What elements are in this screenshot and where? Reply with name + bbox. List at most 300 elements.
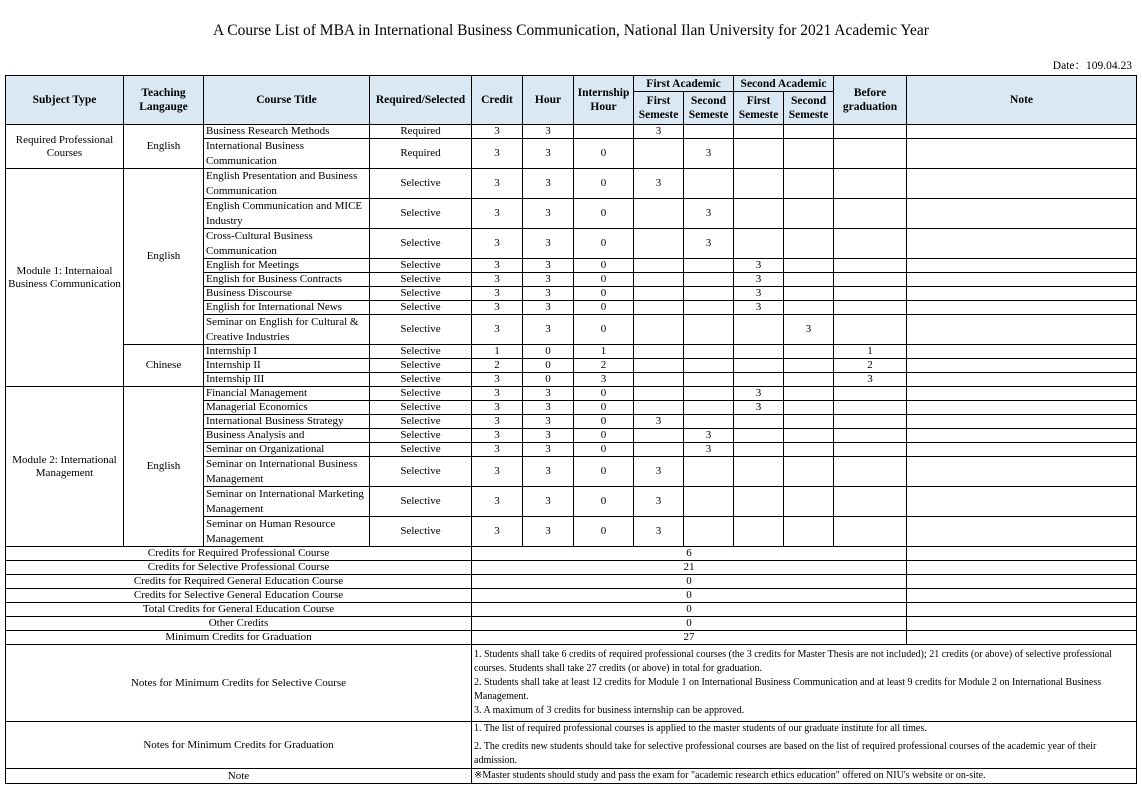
summary-label: Credits for Required General Education Course — [6, 575, 472, 589]
final-note-text: ※Master students should study and pass the exam for "academic research ethics education" offered on NIU's website or on-site. — [472, 769, 1137, 784]
header-row — [6, 76, 1137, 92]
cell-required-selected: Selective — [370, 487, 472, 517]
cell-internship-hour: 0 — [574, 273, 634, 287]
cell-before-graduation — [834, 199, 907, 229]
header-before-graduation: Before graduation — [834, 76, 907, 125]
header-y2-first-semester: First Semeste — [734, 92, 784, 125]
cell-hour: 3 — [523, 199, 574, 229]
table-row — [6, 387, 1137, 401]
summary-row — [6, 575, 1137, 589]
cell-credit: 3 — [472, 259, 523, 273]
cell-y2-second-semester — [784, 359, 834, 373]
cell-note — [907, 125, 1137, 139]
cell-internship-hour: 0 — [574, 229, 634, 259]
header-required-selected: Required/Selected — [370, 76, 472, 125]
cell-note — [907, 487, 1137, 517]
cell-y2-second-semester — [784, 387, 834, 401]
cell-y1-second-semester — [684, 359, 734, 373]
cell-y1-first-semester — [634, 315, 684, 345]
cell-y1-first-semester — [634, 199, 684, 229]
cell-y2-first-semester — [734, 517, 784, 547]
cell-required-selected: Selective — [370, 287, 472, 301]
cell-y1-second-semester — [684, 401, 734, 415]
cell-hour: 3 — [523, 429, 574, 443]
cell-y1-first-semester — [634, 387, 684, 401]
cell-before-graduation — [834, 429, 907, 443]
cell-required-selected: Selective — [370, 273, 472, 287]
cell-y2-first-semester — [734, 125, 784, 139]
table-row — [6, 169, 1137, 199]
cell-credit: 3 — [472, 301, 523, 315]
summary-row — [6, 589, 1137, 603]
summary-row — [6, 631, 1137, 645]
cell-note — [907, 199, 1137, 229]
cell-before-graduation: 3 — [834, 373, 907, 387]
cell-credit: 3 — [472, 273, 523, 287]
course-title: International Business Strategy — [204, 415, 370, 429]
cell-before-graduation — [834, 125, 907, 139]
cell-y1-second-semester — [684, 387, 734, 401]
summary-row — [6, 617, 1137, 631]
header-note: Note — [907, 76, 1137, 125]
course-title: Seminar on Organizational — [204, 443, 370, 457]
cell-y2-second-semester — [784, 415, 834, 429]
cell-y1-first-semester — [634, 443, 684, 457]
notes-selective-line: 3. A maximum of 3 credits for business internship can be approved. — [474, 705, 745, 716]
cell-hour: 3 — [523, 387, 574, 401]
cell-y2-first-semester — [734, 315, 784, 345]
cell-y1-first-semester — [634, 139, 684, 169]
notes-graduation-line: 2. The credits new students should take for selective professional courses are based on the list of required professional courses of the academic year of their admission. — [474, 741, 1097, 766]
cell-before-graduation — [834, 457, 907, 487]
cell-hour: 3 — [523, 457, 574, 487]
course-title: Business Discourse — [204, 287, 370, 301]
course-title: English Presentation and Business Communication — [204, 169, 370, 199]
cell-y1-second-semester — [684, 315, 734, 345]
cell-y2-first-semester — [734, 345, 784, 359]
cell-y2-first-semester: 3 — [734, 387, 784, 401]
cell-internship-hour: 0 — [574, 487, 634, 517]
language-english: English — [124, 125, 204, 169]
cell-y2-second-semester: 3 — [784, 315, 834, 345]
cell-required-selected: Selective — [370, 401, 472, 415]
cell-required-selected: Selective — [370, 457, 472, 487]
header-first-academic: First Academic — [634, 76, 734, 92]
header-credit: Credit — [472, 76, 523, 125]
cell-note — [907, 517, 1137, 547]
cell-note — [907, 315, 1137, 345]
cell-y2-first-semester: 3 — [734, 301, 784, 315]
cell-y2-first-semester — [734, 139, 784, 169]
cell-credit: 3 — [472, 199, 523, 229]
cell-y2-second-semester — [784, 287, 834, 301]
cell-y2-second-semester — [784, 301, 834, 315]
cell-before-graduation — [834, 169, 907, 199]
cell-y1-first-semester — [634, 229, 684, 259]
cell-y1-second-semester — [684, 415, 734, 429]
cell-y1-first-semester — [634, 373, 684, 387]
header-teaching-language: Teaching Langauge — [124, 76, 204, 125]
cell-y1-second-semester — [684, 287, 734, 301]
cell-note — [907, 457, 1137, 487]
language-english: English — [124, 387, 204, 547]
cell-y1-second-semester: 3 — [684, 443, 734, 457]
summary-value: 0 — [472, 617, 907, 631]
cell-credit: 3 — [472, 517, 523, 547]
cell-y1-second-semester — [684, 169, 734, 199]
cell-before-graduation — [834, 287, 907, 301]
cell-y1-second-semester — [684, 345, 734, 359]
page-title: A Course List of MBA in International Business Communication, National Ilan University for 2021 Academic Year — [213, 22, 929, 39]
table-row — [6, 125, 1137, 139]
cell-required-selected: Selective — [370, 387, 472, 401]
cell-before-graduation — [834, 315, 907, 345]
cell-y1-first-semester — [634, 273, 684, 287]
cell-y1-first-semester — [634, 359, 684, 373]
summary-value: 27 — [472, 631, 907, 645]
cell-note — [907, 429, 1137, 443]
cell-credit: 3 — [472, 169, 523, 199]
cell-note — [907, 273, 1137, 287]
cell-y2-first-semester — [734, 373, 784, 387]
cell-credit: 3 — [472, 287, 523, 301]
cell-note — [907, 401, 1137, 415]
header-internship-hour: Internship Hour — [574, 76, 634, 125]
cell-hour: 3 — [523, 487, 574, 517]
final-note-label: Note — [6, 769, 472, 784]
notes-selective-row — [6, 645, 1137, 722]
cell-internship-hour: 0 — [574, 429, 634, 443]
course-title: Internship II — [204, 359, 370, 373]
cell-note — [907, 373, 1137, 387]
course-title: Internship III — [204, 373, 370, 387]
summary-label: Credits for Selective General Education Course — [6, 589, 472, 603]
cell-y1-first-semester: 3 — [634, 169, 684, 199]
course-title: International Business Communication — [204, 139, 370, 169]
cell-y1-second-semester — [684, 373, 734, 387]
cell-internship-hour: 2 — [574, 359, 634, 373]
summary-note — [907, 589, 1137, 603]
course-title: Business Analysis and — [204, 429, 370, 443]
cell-credit: 3 — [472, 487, 523, 517]
notes-selective-content — [472, 645, 1137, 722]
cell-note — [907, 345, 1137, 359]
cell-hour: 3 — [523, 273, 574, 287]
cell-y1-second-semester — [684, 487, 734, 517]
subject-type-module2: Module 2: International Management — [6, 387, 124, 547]
cell-y2-first-semester — [734, 457, 784, 487]
cell-y1-first-semester — [634, 287, 684, 301]
cell-credit: 1 — [472, 345, 523, 359]
document-date: Date：109.04.23 — [1052, 60, 1132, 72]
cell-y2-first-semester: 3 — [734, 273, 784, 287]
course-title: Business Research Methods — [204, 125, 370, 139]
cell-hour: 0 — [523, 345, 574, 359]
cell-y2-second-semester — [784, 401, 834, 415]
cell-credit: 3 — [472, 429, 523, 443]
cell-hour: 3 — [523, 443, 574, 457]
cell-hour: 3 — [523, 125, 574, 139]
cell-y1-second-semester: 3 — [684, 429, 734, 443]
course-title: Seminar on Human Resource Management — [204, 517, 370, 547]
cell-y2-first-semester: 3 — [734, 287, 784, 301]
summary-row — [6, 561, 1137, 575]
cell-internship-hour: 3 — [574, 373, 634, 387]
summary-row — [6, 603, 1137, 617]
language-chinese: Chinese — [124, 345, 204, 387]
cell-hour: 3 — [523, 517, 574, 547]
cell-internship-hour: 0 — [574, 139, 634, 169]
cell-y2-first-semester — [734, 359, 784, 373]
summary-note — [907, 617, 1137, 631]
summary-value: 6 — [472, 547, 907, 561]
course-title: Seminar on English for Cultural & Creative Industries — [204, 315, 370, 345]
cell-required-selected: Selective — [370, 373, 472, 387]
cell-before-graduation — [834, 273, 907, 287]
cell-note — [907, 443, 1137, 457]
summary-value: 0 — [472, 603, 907, 617]
cell-y2-first-semester — [734, 199, 784, 229]
course-table — [5, 75, 1137, 784]
cell-before-graduation — [834, 259, 907, 273]
cell-y1-second-semester — [684, 125, 734, 139]
header-second-academic: Second Academic — [734, 76, 834, 92]
cell-note — [907, 359, 1137, 373]
cell-hour: 3 — [523, 401, 574, 415]
cell-internship-hour: 1 — [574, 345, 634, 359]
summary-note — [907, 547, 1137, 561]
header-course-title: Course Title — [204, 76, 370, 125]
course-title: Seminar on International Business Management — [204, 457, 370, 487]
course-title: Internship I — [204, 345, 370, 359]
cell-credit: 3 — [472, 139, 523, 169]
cell-y2-second-semester — [784, 429, 834, 443]
cell-internship-hour: 0 — [574, 517, 634, 547]
cell-y2-second-semester — [784, 345, 834, 359]
cell-internship-hour: 0 — [574, 443, 634, 457]
cell-hour: 3 — [523, 287, 574, 301]
cell-y2-first-semester: 3 — [734, 401, 784, 415]
summary-note — [907, 603, 1137, 617]
notes-selective-line: 2. Students shall take at least 12 credits for Module 1 on International Business Communication and at least 9 credits for Module 2 on International Business Management. — [474, 677, 1102, 702]
course-title: Seminar on International Marketing Management — [204, 487, 370, 517]
cell-internship-hour: 0 — [574, 169, 634, 199]
cell-required-selected: Selective — [370, 429, 472, 443]
cell-y2-first-semester — [734, 487, 784, 517]
course-title: English Communication and MICE Industry — [204, 199, 370, 229]
cell-note — [907, 287, 1137, 301]
cell-y2-second-semester — [784, 273, 834, 287]
cell-y2-second-semester — [784, 487, 834, 517]
header-y1-first-semester: First Semeste — [634, 92, 684, 125]
cell-required-selected: Selective — [370, 259, 472, 273]
cell-y2-second-semester — [784, 259, 834, 273]
course-title: English for Business Contracts — [204, 273, 370, 287]
cell-before-graduation — [834, 401, 907, 415]
course-title: Cross-Cultural Business Communication — [204, 229, 370, 259]
cell-before-graduation — [834, 415, 907, 429]
cell-required-selected: Selective — [370, 169, 472, 199]
cell-credit: 3 — [472, 229, 523, 259]
notes-graduation-label: Notes for Minimum Credits for Graduation — [6, 722, 472, 769]
final-note-row — [6, 769, 1137, 784]
cell-y1-first-semester — [634, 429, 684, 443]
cell-y2-first-semester: 3 — [734, 259, 784, 273]
cell-y1-second-semester — [684, 457, 734, 487]
cell-required-selected: Selective — [370, 229, 472, 259]
summary-label: Credits for Required Professional Course — [6, 547, 472, 561]
cell-note — [907, 139, 1137, 169]
cell-y1-first-semester: 3 — [634, 487, 684, 517]
cell-credit: 3 — [472, 457, 523, 487]
cell-y2-second-semester — [784, 457, 834, 487]
notes-selective-label: Notes for Minimum Credits for Selective Course — [6, 645, 472, 722]
summary-value: 0 — [472, 575, 907, 589]
cell-hour: 3 — [523, 229, 574, 259]
cell-y1-second-semester: 3 — [684, 139, 734, 169]
cell-before-graduation — [834, 139, 907, 169]
cell-note — [907, 415, 1137, 429]
cell-required-selected: Required — [370, 139, 472, 169]
table-row — [6, 345, 1137, 359]
cell-y1-first-semester — [634, 259, 684, 273]
language-english: English — [124, 169, 204, 345]
summary-label: Total Credits for General Education Course — [6, 603, 472, 617]
header-y1-second-semester: Second Semeste — [684, 92, 734, 125]
cell-y1-first-semester — [634, 345, 684, 359]
cell-hour: 3 — [523, 259, 574, 273]
cell-before-graduation — [834, 229, 907, 259]
cell-y1-first-semester: 3 — [634, 457, 684, 487]
cell-before-graduation — [834, 517, 907, 547]
cell-before-graduation — [834, 487, 907, 517]
cell-required-selected: Selective — [370, 359, 472, 373]
cell-credit: 3 — [472, 387, 523, 401]
course-title: English for Meetings — [204, 259, 370, 273]
cell-note — [907, 301, 1137, 315]
cell-credit: 3 — [472, 125, 523, 139]
cell-y2-first-semester — [734, 169, 784, 199]
cell-y1-first-semester: 3 — [634, 517, 684, 547]
cell-credit: 3 — [472, 415, 523, 429]
cell-y2-first-semester — [734, 443, 784, 457]
cell-y2-second-semester — [784, 443, 834, 457]
cell-required-selected: Selective — [370, 315, 472, 345]
cell-before-graduation: 1 — [834, 345, 907, 359]
cell-credit: 3 — [472, 443, 523, 457]
course-title: English for International News — [204, 301, 370, 315]
summary-note — [907, 561, 1137, 575]
cell-y1-second-semester: 3 — [684, 199, 734, 229]
cell-internship-hour: 0 — [574, 301, 634, 315]
summary-label: Credits for Selective Professional Course — [6, 561, 472, 575]
cell-hour: 3 — [523, 169, 574, 199]
cell-y1-first-semester: 3 — [634, 125, 684, 139]
notes-selective-line: 1. Students shall take 6 credits of required professional courses (the 3 credits for Master Thesis are not included); 21 credits (or above) of selective professional courses. Students shall take 27 credits (or above) in total for graduation. — [474, 649, 1112, 674]
cell-y2-first-semester — [734, 229, 784, 259]
cell-required-selected: Selective — [370, 199, 472, 229]
cell-y1-first-semester — [634, 301, 684, 315]
cell-y1-second-semester: 3 — [684, 229, 734, 259]
cell-required-selected: Selective — [370, 301, 472, 315]
cell-y2-second-semester — [784, 169, 834, 199]
cell-y1-first-semester: 3 — [634, 415, 684, 429]
header-subject-type: Subject Type — [6, 76, 124, 125]
summary-label: Other Credits — [6, 617, 472, 631]
notes-graduation-line: 1. The list of required professional courses is applied to the master students of our graduate institute for all times. — [474, 723, 927, 734]
cell-internship-hour: 0 — [574, 401, 634, 415]
cell-required-selected: Selective — [370, 517, 472, 547]
cell-y1-second-semester — [684, 259, 734, 273]
cell-required-selected: Required — [370, 125, 472, 139]
cell-y1-second-semester — [684, 301, 734, 315]
cell-internship-hour: 0 — [574, 199, 634, 229]
cell-internship-hour: 0 — [574, 287, 634, 301]
cell-before-graduation — [834, 443, 907, 457]
cell-internship-hour: 0 — [574, 457, 634, 487]
cell-y2-second-semester — [784, 373, 834, 387]
header-hour: Hour — [523, 76, 574, 125]
cell-y2-first-semester — [734, 415, 784, 429]
cell-required-selected: Selective — [370, 345, 472, 359]
header-y2-second-semester: Second Semeste — [784, 92, 834, 125]
course-title: Managerial Economics — [204, 401, 370, 415]
cell-hour: 3 — [523, 139, 574, 169]
cell-y2-second-semester — [784, 139, 834, 169]
notes-graduation-row — [6, 722, 1137, 769]
summary-value: 0 — [472, 589, 907, 603]
cell-note — [907, 169, 1137, 199]
subject-type-module1: Module 1: Internaioal Business Communication — [6, 169, 124, 387]
cell-y1-first-semester — [634, 401, 684, 415]
summary-row — [6, 547, 1137, 561]
cell-internship-hour: 0 — [574, 415, 634, 429]
cell-note — [907, 229, 1137, 259]
cell-credit: 3 — [472, 373, 523, 387]
cell-hour: 3 — [523, 301, 574, 315]
course-title: Financial Management — [204, 387, 370, 401]
cell-before-graduation — [834, 387, 907, 401]
cell-credit: 3 — [472, 315, 523, 345]
cell-y2-first-semester — [734, 429, 784, 443]
summary-value: 21 — [472, 561, 907, 575]
summary-note — [907, 575, 1137, 589]
cell-internship-hour: 0 — [574, 259, 634, 273]
cell-before-graduation: 2 — [834, 359, 907, 373]
cell-internship-hour — [574, 125, 634, 139]
cell-hour: 0 — [523, 359, 574, 373]
summary-note — [907, 631, 1137, 645]
cell-y1-second-semester — [684, 517, 734, 547]
cell-y2-second-semester — [784, 125, 834, 139]
cell-before-graduation — [834, 301, 907, 315]
cell-required-selected: Selective — [370, 415, 472, 429]
cell-hour: 0 — [523, 373, 574, 387]
cell-note — [907, 259, 1137, 273]
subject-type-required: Required Professional Courses — [6, 125, 124, 169]
notes-graduation-content — [472, 722, 1137, 769]
cell-internship-hour: 0 — [574, 315, 634, 345]
cell-hour: 3 — [523, 415, 574, 429]
cell-note — [907, 387, 1137, 401]
cell-credit: 2 — [472, 359, 523, 373]
cell-required-selected: Selective — [370, 443, 472, 457]
cell-hour: 3 — [523, 315, 574, 345]
cell-internship-hour: 0 — [574, 387, 634, 401]
cell-y2-second-semester — [784, 199, 834, 229]
cell-credit: 3 — [472, 401, 523, 415]
cell-y1-second-semester — [684, 273, 734, 287]
